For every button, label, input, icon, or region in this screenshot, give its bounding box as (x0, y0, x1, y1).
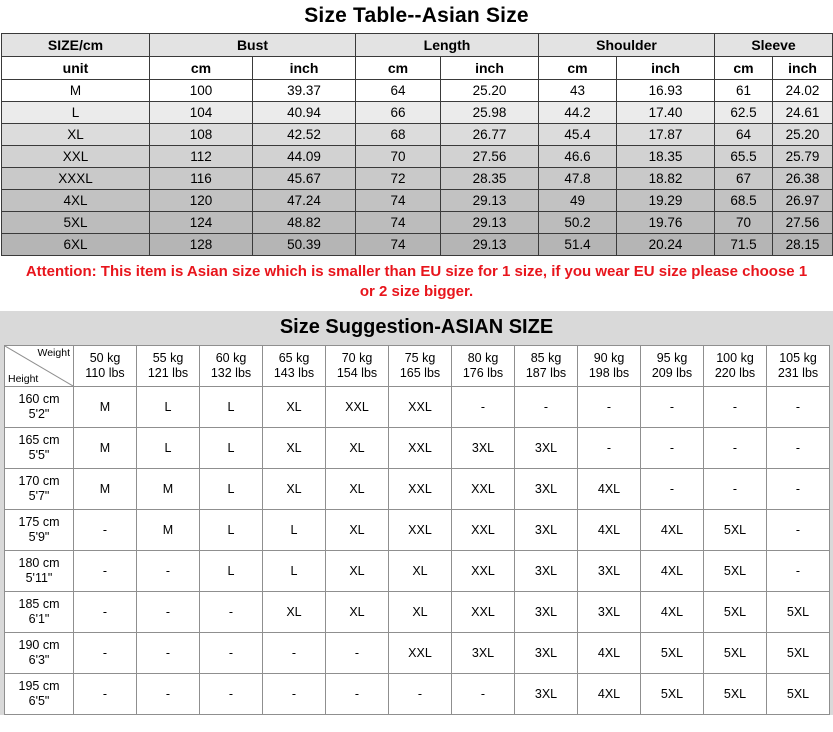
cell-sleeve-cm: 68.5 (715, 190, 773, 212)
suggestion-cell: XXL (452, 510, 515, 551)
weight-kg: 80 kg (467, 351, 499, 365)
suggestion-cell: XL (326, 592, 389, 633)
size-table-body (2, 80, 833, 256)
cell-shoulder-cm: 47.8 (539, 168, 617, 190)
table-row (5, 469, 830, 510)
suggestion-cell: 4XL (578, 674, 641, 715)
suggestion-cell: XL (326, 469, 389, 510)
suggestion-cell: 5XL (767, 592, 830, 633)
weight-header-1 (137, 346, 200, 387)
weight-header-0 (74, 346, 137, 387)
suggestion-cell: 4XL (578, 510, 641, 551)
suggestion-cell: 5XL (767, 633, 830, 674)
suggestion-cell: - (74, 633, 137, 674)
cell-length-cm: 64 (356, 80, 441, 102)
weight-kg: 70 kg (341, 351, 373, 365)
suggestion-cell: 3XL (515, 510, 578, 551)
cell-shoulder-inch: 16.93 (617, 80, 715, 102)
weight-lbs: 165 lbs (399, 366, 441, 380)
weight-lbs: 132 lbs (210, 366, 252, 380)
height-ft: 5'2" (28, 407, 50, 421)
cell-size: 5XL (2, 212, 150, 234)
cell-bust-cm: 128 (150, 234, 253, 256)
suggestion-cell: - (200, 674, 263, 715)
suggestion-cell: L (200, 469, 263, 510)
cell-bust-inch: 45.67 (253, 168, 356, 190)
suggestion-cell: - (389, 674, 452, 715)
suggestion-cell: 3XL (515, 674, 578, 715)
cell-shoulder-cm: 43 (539, 80, 617, 102)
cell-length-inch: 26.77 (441, 124, 539, 146)
cell-bust-inch: 48.82 (253, 212, 356, 234)
cell-shoulder-cm: 45.4 (539, 124, 617, 146)
header-length: Length (356, 34, 539, 57)
weight-header-9 (641, 346, 704, 387)
suggestion-cell: L (200, 551, 263, 592)
suggestion-cell: 5XL (704, 633, 767, 674)
cell-sleeve-inch: 25.79 (773, 146, 833, 168)
header-sleeve-cm: cm (715, 57, 773, 80)
table-row (5, 510, 830, 551)
height-cm: 170 cm (18, 474, 60, 488)
size-suggestion-body (5, 387, 830, 715)
cell-sleeve-inch: 25.20 (773, 124, 833, 146)
suggestion-cell: XL (263, 592, 326, 633)
height-header-0 (5, 387, 74, 428)
cell-bust-cm: 112 (150, 146, 253, 168)
cell-bust-inch: 44.09 (253, 146, 356, 168)
table-row (5, 551, 830, 592)
table-row (5, 592, 830, 633)
corner-height-label: Height (8, 373, 39, 385)
size-table-title: Size Table--Asian Size (304, 4, 529, 27)
cell-length-cm: 70 (356, 146, 441, 168)
cell-sleeve-cm: 70 (715, 212, 773, 234)
weight-lbs: 143 lbs (273, 366, 315, 380)
cell-shoulder-cm: 44.2 (539, 102, 617, 124)
suggestion-cell: 4XL (578, 633, 641, 674)
suggestion-cell: - (74, 551, 137, 592)
table-row (2, 190, 833, 212)
table-row (2, 124, 833, 146)
suggestion-cell: XL (389, 592, 452, 633)
weight-header-2 (200, 346, 263, 387)
suggestion-cell: - (452, 674, 515, 715)
table-row (2, 102, 833, 124)
size-table (1, 33, 833, 256)
cell-shoulder-inch: 17.40 (617, 102, 715, 124)
suggestion-cell: 3XL (515, 633, 578, 674)
cell-length-cm: 74 (356, 212, 441, 234)
size-table-header-row-1 (2, 34, 833, 57)
suggestion-cell: - (578, 428, 641, 469)
header-length-cm: cm (356, 57, 441, 80)
header-bust: Bust (150, 34, 356, 57)
suggestion-cell: 4XL (641, 551, 704, 592)
cell-bust-cm: 104 (150, 102, 253, 124)
cell-size: 6XL (2, 234, 150, 256)
weight-kg: 75 kg (404, 351, 436, 365)
suggestion-cell: 5XL (641, 674, 704, 715)
suggestion-cell: XXL (326, 387, 389, 428)
height-ft: 5'7" (28, 489, 50, 503)
suggestion-cell: - (767, 428, 830, 469)
suggestion-cell: XXL (389, 510, 452, 551)
weight-height-corner-cell (5, 346, 74, 387)
header-bust-inch: inch (253, 57, 356, 80)
cell-shoulder-inch: 18.35 (617, 146, 715, 168)
table-row (2, 80, 833, 102)
weight-lbs: 121 lbs (147, 366, 189, 380)
height-cm: 175 cm (18, 515, 60, 529)
table-row (2, 212, 833, 234)
suggestion-cell: 5XL (704, 592, 767, 633)
suggestion-cell: M (137, 469, 200, 510)
height-header-5 (5, 592, 74, 633)
cell-length-cm: 72 (356, 168, 441, 190)
table-row (2, 168, 833, 190)
suggestion-cell: 5XL (704, 551, 767, 592)
height-cm: 185 cm (18, 597, 60, 611)
suggestion-cell: - (200, 633, 263, 674)
size-table-header-row-2 (2, 57, 833, 80)
weight-lbs: 176 lbs (462, 366, 504, 380)
suggestion-cell: - (74, 592, 137, 633)
height-ft: 5'5" (28, 448, 50, 462)
weight-kg: 90 kg (593, 351, 625, 365)
suggestion-cell: - (326, 674, 389, 715)
cell-size: 4XL (2, 190, 150, 212)
weight-kg: 100 kg (716, 351, 754, 365)
height-header-6 (5, 633, 74, 674)
suggestion-cell: 3XL (515, 592, 578, 633)
cell-length-inch: 28.35 (441, 168, 539, 190)
height-ft: 6'3" (28, 653, 50, 667)
suggestion-cell: 3XL (515, 551, 578, 592)
cell-length-inch: 25.98 (441, 102, 539, 124)
suggestion-cell: XL (263, 428, 326, 469)
suggestion-cell: XL (389, 551, 452, 592)
cell-length-inch: 25.20 (441, 80, 539, 102)
cell-bust-inch: 50.39 (253, 234, 356, 256)
suggestion-cell: L (200, 387, 263, 428)
cell-length-cm: 74 (356, 190, 441, 212)
suggestion-cell: M (74, 428, 137, 469)
header-length-inch: inch (441, 57, 539, 80)
suggestion-cell: M (137, 510, 200, 551)
cell-sleeve-inch: 27.56 (773, 212, 833, 234)
suggestion-cell: XXL (389, 428, 452, 469)
cell-bust-cm: 116 (150, 168, 253, 190)
cell-shoulder-inch: 19.76 (617, 212, 715, 234)
suggestion-cell: 4XL (578, 469, 641, 510)
cell-sleeve-cm: 61 (715, 80, 773, 102)
suggestion-cell: L (200, 510, 263, 551)
weight-header-11 (767, 346, 830, 387)
cell-bust-inch: 42.52 (253, 124, 356, 146)
cell-shoulder-inch: 20.24 (617, 234, 715, 256)
suggestion-cell: 5XL (704, 510, 767, 551)
suggestion-cell: - (704, 469, 767, 510)
suggestion-cell: XXL (452, 592, 515, 633)
suggestion-cell: - (767, 551, 830, 592)
weight-kg: 55 kg (152, 351, 184, 365)
cell-size: XXXL (2, 168, 150, 190)
suggestion-cell: 5XL (704, 674, 767, 715)
cell-length-cm: 66 (356, 102, 441, 124)
suggestion-cell: 3XL (452, 633, 515, 674)
suggestion-cell: - (767, 387, 830, 428)
height-ft: 5'11" (25, 571, 53, 585)
cell-sleeve-cm: 64 (715, 124, 773, 146)
height-header-4 (5, 551, 74, 592)
cell-length-inch: 29.13 (441, 212, 539, 234)
suggestion-cell: - (452, 387, 515, 428)
height-ft: 6'1" (28, 612, 50, 626)
suggestion-cell: 3XL (578, 551, 641, 592)
height-cm: 180 cm (18, 556, 60, 570)
suggestion-cell: 5XL (767, 674, 830, 715)
cell-size: L (2, 102, 150, 124)
cell-shoulder-inch: 17.87 (617, 124, 715, 146)
cell-sleeve-cm: 71.5 (715, 234, 773, 256)
suggestion-cell: - (137, 551, 200, 592)
suggestion-cell: - (137, 633, 200, 674)
header-sleeve-inch: inch (773, 57, 833, 80)
header-shoulder-inch: inch (617, 57, 715, 80)
cell-shoulder-cm: 51.4 (539, 234, 617, 256)
suggestion-cell: M (74, 469, 137, 510)
height-header-2 (5, 469, 74, 510)
cell-length-cm: 74 (356, 234, 441, 256)
suggestion-cell: L (137, 387, 200, 428)
suggestion-cell: 3XL (515, 428, 578, 469)
cell-sleeve-inch: 24.02 (773, 80, 833, 102)
table-row (5, 428, 830, 469)
weight-lbs: 198 lbs (588, 366, 630, 380)
weight-lbs: 187 lbs (525, 366, 567, 380)
cell-sleeve-inch: 26.97 (773, 190, 833, 212)
suggestion-cell: - (263, 674, 326, 715)
suggestion-cell: L (263, 551, 326, 592)
cell-bust-cm: 120 (150, 190, 253, 212)
suggestion-cell: - (641, 469, 704, 510)
height-cm: 190 cm (18, 638, 60, 652)
cell-bust-inch: 40.94 (253, 102, 356, 124)
weight-lbs: 231 lbs (777, 366, 819, 380)
weight-kg: 60 kg (215, 351, 247, 365)
suggestion-cell: - (74, 510, 137, 551)
weight-header-4 (326, 346, 389, 387)
cell-sleeve-cm: 65.5 (715, 146, 773, 168)
cell-length-inch: 29.13 (441, 190, 539, 212)
suggestion-cell: - (263, 633, 326, 674)
suggestion-cell: 3XL (578, 592, 641, 633)
suggestion-cell: XXL (389, 633, 452, 674)
cell-size: XXL (2, 146, 150, 168)
attention-note: Attention: This item is Asian size which is smaller than EU size for 1 size, if you wear EU size please choose 1 or 2 size bigger. (25, 263, 808, 300)
height-cm: 160 cm (18, 392, 60, 406)
cell-sleeve-cm: 62.5 (715, 102, 773, 124)
corner-weight-label: Weight (37, 347, 70, 359)
height-header-3 (5, 510, 74, 551)
suggestion-cell: - (137, 592, 200, 633)
suggestion-cell: - (137, 674, 200, 715)
suggestion-cell: L (137, 428, 200, 469)
header-sleeve: Sleeve (715, 34, 833, 57)
header-size-unit: SIZE/cm (2, 34, 150, 57)
suggestion-cell: M (74, 387, 137, 428)
weight-kg: 50 kg (89, 351, 121, 365)
cell-sleeve-inch: 28.15 (773, 234, 833, 256)
size-suggestion-table (4, 345, 830, 715)
cell-shoulder-cm: 49 (539, 190, 617, 212)
table-row (5, 633, 830, 674)
header-shoulder-cm: cm (539, 57, 617, 80)
header-shoulder: Shoulder (539, 34, 715, 57)
weight-header-3 (263, 346, 326, 387)
suggestion-cell: - (326, 633, 389, 674)
weight-header-7 (515, 346, 578, 387)
table-row (2, 146, 833, 168)
suggestion-cell: - (641, 428, 704, 469)
suggestion-cell: XL (326, 510, 389, 551)
suggestion-cell: 4XL (641, 510, 704, 551)
suggestion-cell: 3XL (452, 428, 515, 469)
suggestion-cell: 5XL (641, 633, 704, 674)
cell-bust-cm: 124 (150, 212, 253, 234)
suggestion-cell: - (200, 592, 263, 633)
height-cm: 165 cm (18, 433, 60, 447)
table-row (2, 234, 833, 256)
header-bust-cm: cm (150, 57, 253, 80)
suggestion-cell: XXL (452, 469, 515, 510)
table-row (5, 387, 830, 428)
weight-lbs: 110 lbs (85, 366, 125, 380)
suggestion-cell: XL (263, 387, 326, 428)
suggestion-cell: 4XL (641, 592, 704, 633)
size-suggestion-header-row (5, 346, 830, 387)
suggestion-cell: - (515, 387, 578, 428)
suggestion-cell: L (200, 428, 263, 469)
cell-shoulder-cm: 50.2 (539, 212, 617, 234)
cell-length-inch: 27.56 (441, 146, 539, 168)
suggestion-cell: - (767, 510, 830, 551)
suggestion-cell: - (767, 469, 830, 510)
size-suggestion-section (0, 309, 833, 715)
height-header-1 (5, 428, 74, 469)
cell-size: XL (2, 124, 150, 146)
height-cm: 195 cm (18, 679, 60, 693)
suggestion-cell: XXL (389, 387, 452, 428)
weight-kg: 85 kg (530, 351, 562, 365)
weight-header-5 (389, 346, 452, 387)
cell-length-cm: 68 (356, 124, 441, 146)
cell-shoulder-inch: 19.29 (617, 190, 715, 212)
cell-bust-cm: 100 (150, 80, 253, 102)
weight-header-8 (578, 346, 641, 387)
size-suggestion-title: Size Suggestion-ASIAN SIZE (0, 311, 833, 345)
suggestion-cell: - (704, 387, 767, 428)
suggestion-cell: XL (326, 428, 389, 469)
suggestion-cell: XXL (452, 551, 515, 592)
header-unit: unit (2, 57, 150, 80)
cell-sleeve-cm: 67 (715, 168, 773, 190)
cell-bust-inch: 47.24 (253, 190, 356, 212)
suggestion-cell: - (704, 428, 767, 469)
suggestion-cell: 3XL (515, 469, 578, 510)
cell-size: M (2, 80, 150, 102)
cell-shoulder-inch: 18.82 (617, 168, 715, 190)
size-table-section (0, 0, 833, 309)
cell-length-inch: 29.13 (441, 234, 539, 256)
suggestion-cell: XXL (389, 469, 452, 510)
weight-kg: 95 kg (656, 351, 688, 365)
suggestion-cell: - (641, 387, 704, 428)
height-ft: 6'5" (28, 694, 50, 708)
weight-lbs: 209 lbs (651, 366, 693, 380)
height-ft: 5'9" (28, 530, 50, 544)
suggestion-cell: L (263, 510, 326, 551)
weight-lbs: 154 lbs (336, 366, 378, 380)
cell-sleeve-inch: 24.61 (773, 102, 833, 124)
cell-bust-inch: 39.37 (253, 80, 356, 102)
weight-kg: 105 kg (779, 351, 817, 365)
suggestion-cell: - (578, 387, 641, 428)
weight-header-6 (452, 346, 515, 387)
suggestion-cell: - (74, 674, 137, 715)
weight-header-10 (704, 346, 767, 387)
cell-bust-cm: 108 (150, 124, 253, 146)
suggestion-cell: XL (263, 469, 326, 510)
cell-sleeve-inch: 26.38 (773, 168, 833, 190)
table-row (5, 674, 830, 715)
weight-kg: 65 kg (278, 351, 310, 365)
cell-shoulder-cm: 46.6 (539, 146, 617, 168)
suggestion-cell: XL (326, 551, 389, 592)
weight-lbs: 220 lbs (714, 366, 756, 380)
height-header-7 (5, 674, 74, 715)
